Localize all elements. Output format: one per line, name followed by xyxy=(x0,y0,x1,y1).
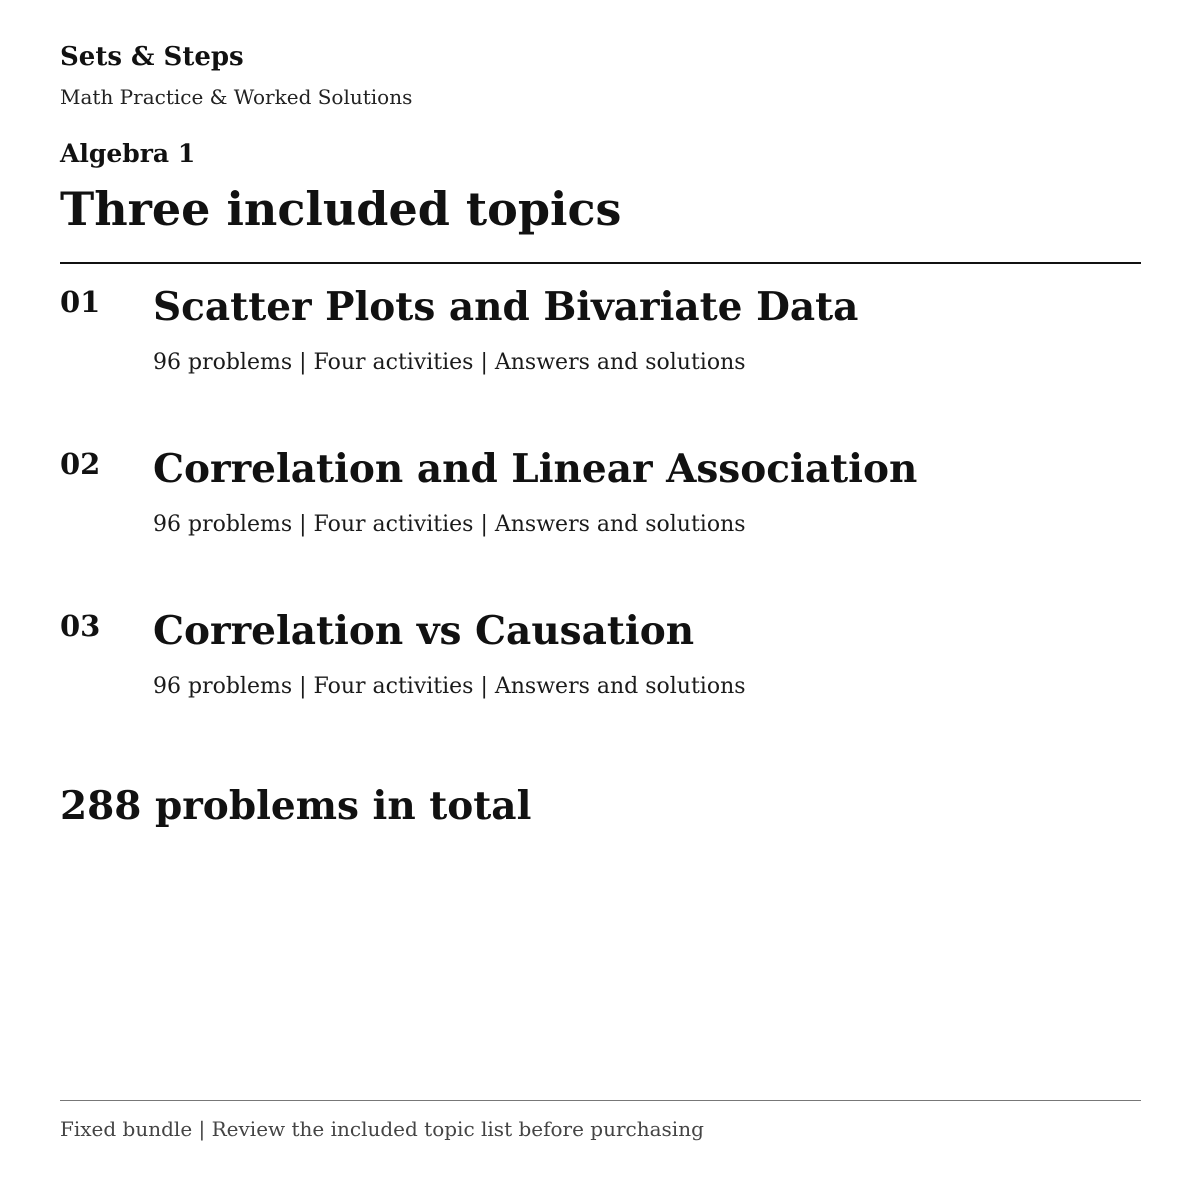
brand-tagline: Math Practice & Worked Solutions xyxy=(60,85,413,109)
footer-note: Fixed bundle | Review the included topic list before purchasing xyxy=(60,1117,704,1141)
topic-item xyxy=(60,444,1141,574)
footer-divider xyxy=(60,1100,1141,1101)
topic-number: 02 xyxy=(60,447,101,481)
topic-meta: 96 problems | Four activities | Answers and solutions xyxy=(153,512,746,537)
topic-title: Correlation and Linear Association xyxy=(153,446,918,492)
header-divider xyxy=(60,262,1141,264)
page-title: Three included topics xyxy=(60,182,622,236)
brand-name: Sets & Steps xyxy=(60,42,244,72)
course-label: Algebra 1 xyxy=(60,139,196,168)
topic-title: Scatter Plots and Bivariate Data xyxy=(153,284,859,330)
topic-item xyxy=(60,282,1141,412)
topic-meta: 96 problems | Four activities | Answers and solutions xyxy=(153,350,746,375)
topic-number: 03 xyxy=(60,609,101,643)
topic-meta: 96 problems | Four activities | Answers and solutions xyxy=(153,674,746,699)
total-problems: 288 problems in total xyxy=(60,783,532,829)
topic-title: Correlation vs Causation xyxy=(153,608,695,654)
topic-item xyxy=(60,606,1141,736)
topic-number: 01 xyxy=(60,285,101,319)
